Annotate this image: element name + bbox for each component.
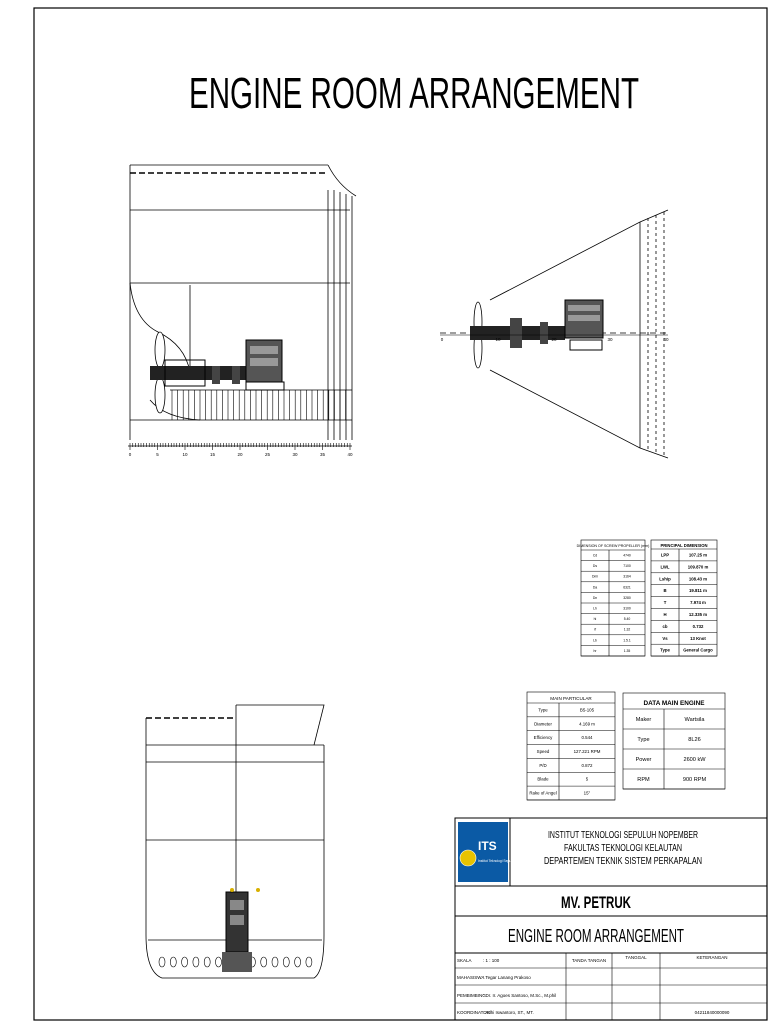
principal-dimension-row-label: LWL (660, 564, 670, 570)
propeller-dims-row-value: 5.40 (623, 617, 631, 622)
propeller-dims-row-label: Cd (592, 553, 598, 558)
main-particular-title: MAIN PARTICULAR (550, 696, 592, 701)
side-scale-tick-label: 15 (209, 452, 216, 457)
remark-label: KETERANGAN (696, 955, 728, 960)
main-particular-row-label: Rake of Angel (529, 790, 557, 796)
propeller-dims-row-value: 1.32 (623, 627, 631, 632)
faculty-name: FAKULTAS TEKNOLOGI KELAUTAN (564, 843, 682, 854)
main-particular-row-value: 127.221 RPM (573, 749, 601, 755)
its-logo-subtext: Institut Teknologi Sepuluh Nopember (478, 859, 532, 863)
main-particular-row-label: Blade (537, 776, 549, 782)
main-engine-row-value: 8L26 (688, 736, 701, 743)
side-scale-tick-label: 40 (347, 452, 353, 457)
drawing-title: ENGINE ROOM ARRANGEMENT (189, 69, 639, 118)
propeller-dims-row-value: 4740 (623, 553, 631, 558)
propeller-dims-row-label: Lh (593, 606, 597, 611)
institute-name: INSTITUT TEKNOLOGI SEPULUH NOPEMBER (548, 830, 698, 841)
propeller-dims-row-label: rf (593, 627, 597, 632)
principal-dimension-row-label: Vs (662, 635, 668, 641)
propeller-dims-row-label: hr (593, 648, 597, 653)
main-particular-row-label: Diameter (534, 721, 552, 727)
principal-dimension-row-value: 107.25 m (688, 552, 708, 558)
scale-label: SKALA (457, 958, 472, 963)
propeller-table-title: DIMENSION OF SCREW PROPELLER (mm) (576, 544, 650, 548)
main-engine-row-label: Type (637, 736, 650, 743)
propeller-dims-row-value: 1.35 (623, 648, 631, 653)
propeller-dims-row-label: Dn (592, 595, 598, 600)
principal-dimension-row-value: 108.43 m (688, 576, 708, 582)
principal-dimension-row-value: 0.732 (692, 623, 704, 629)
propeller-dims-row-value: 7100 (623, 564, 631, 569)
side-view-scale-bar (128, 443, 353, 457)
double-bottom-frames (172, 390, 346, 420)
propeller-dims-row-label: Dmi (591, 574, 599, 579)
principal-table-title: PRINCIPAL DIMENSION (660, 543, 708, 548)
principal-dimension-row-label: LPP (660, 552, 670, 558)
main-engine-row-value: 900 RPM (682, 776, 707, 783)
principal-dimension-row-value: 7.974 m (690, 600, 706, 606)
propeller-dims-row-value: 3280 (623, 595, 631, 600)
propeller-dims-row-label: hi (593, 617, 597, 622)
main-particular-row-label: P/D (539, 762, 547, 768)
propeller-dims-row-value: 1.5.1 (623, 638, 631, 643)
propeller-dims-row-label: Lb (593, 638, 597, 643)
sheet-border (34, 8, 767, 1020)
propeller-dims-row-value: 3164 (623, 574, 631, 579)
main-engine-row-value: Wartsila (684, 716, 705, 723)
propeller-dims-row-value: 3100 (623, 606, 631, 611)
principal-dimension-row-value: 12.335 m (688, 611, 708, 617)
supervisor-value: : Dr. Ir. Agoes Santoso, M.Sc., M.phil (483, 993, 557, 998)
side-scale-tick-label: 20 (237, 452, 243, 457)
sign-label: TANDA TANGAN (571, 958, 607, 963)
student-number: 04211840000090 (694, 1010, 730, 1015)
main-engine-row-label: Maker (635, 716, 652, 723)
midship-engine (222, 888, 260, 972)
principal-dimension-row-label: cb (662, 623, 668, 629)
side-scale-tick-label: 30 (292, 452, 298, 457)
principal-dimension-row-value: 13 Knot (690, 635, 706, 641)
coordinator-label: KOORDINATOR (457, 1010, 491, 1015)
side-scale-tick-label: 25 (264, 452, 271, 457)
supervisor-label: PEMBIMBING (457, 993, 486, 998)
main-engine-row-label: Power (635, 756, 652, 763)
principal-dimension-row-label: B (663, 588, 667, 594)
main-particular-row-value: 4.169 m (579, 721, 595, 727)
its-logo-text: ITS (478, 839, 497, 853)
main-particular-row-label: Speed (536, 749, 550, 755)
ship-name: MV. PETRUK (561, 893, 632, 912)
plan-scale-tick-label: 30 (607, 337, 613, 342)
side-scale-tick-label: 10 (182, 452, 188, 457)
side-scale-tick-label: 0 (128, 452, 132, 457)
principal-dimension-row-label: T (663, 600, 667, 606)
main-engine-row-value: 2600 kW (683, 756, 706, 763)
side-scale-tick-label: 35 (319, 452, 326, 457)
coordinator-value: : Adhi Iswantoro, ST., MT. (483, 1010, 534, 1015)
plan-scale-tick-label: 40 (663, 337, 669, 342)
principal-dimension-row-label: Lship (659, 576, 671, 582)
main-engine-title: DATA MAIN ENGINE (643, 700, 705, 707)
plan-scale-tick-label: 0 (440, 337, 444, 342)
its-logo (458, 822, 533, 882)
drawing-name: ENGINE ROOM ARRANGEMENT (508, 926, 684, 946)
main-particular-row-value: 0.544 (581, 735, 593, 741)
student-label: MAHASISWA (457, 975, 485, 980)
plan-scale-tick-label: 20 (551, 337, 557, 342)
principal-dimension-row-value: General Cargo (683, 647, 713, 653)
principal-dimension-row-value: 109.870 m (687, 564, 709, 570)
department-name: DEPARTEMEN TEKNIK SISTEM PERKAPALAN (544, 856, 702, 867)
main-particular-row-value: B5-105 (579, 707, 595, 713)
student-value: : Tegar Lanang Prakoso (483, 975, 531, 980)
plan-scale-tick-label: 10 (495, 337, 501, 342)
side-scale-tick-label: 5 (156, 452, 159, 457)
propeller-dims-row-label: Da (592, 585, 598, 590)
main-particular-row-value: 15° (583, 790, 591, 796)
main-particular-row-value: 5 (585, 776, 589, 782)
principal-dimension-row-label: H (663, 611, 667, 617)
principal-dimension-row-label: Type (660, 647, 670, 653)
propeller-dims-row-value: 6321 (623, 585, 631, 590)
plan-view-machinery (470, 300, 603, 368)
propeller-dimension-table (581, 540, 645, 656)
main-particular-row-label: Type (538, 707, 548, 713)
scale-value: : 1 : 100 (483, 958, 500, 963)
main-particular-row-label: Efficiency (533, 735, 553, 741)
main-particular-row-value: 0.872 (581, 762, 593, 768)
propeller-dims-row-label: Ds (592, 564, 598, 569)
principal-dimension-row-value: 19.811 m (689, 588, 707, 594)
main-engine-row-label: RPM (637, 776, 650, 783)
date-label: TANGGAL (625, 955, 647, 960)
